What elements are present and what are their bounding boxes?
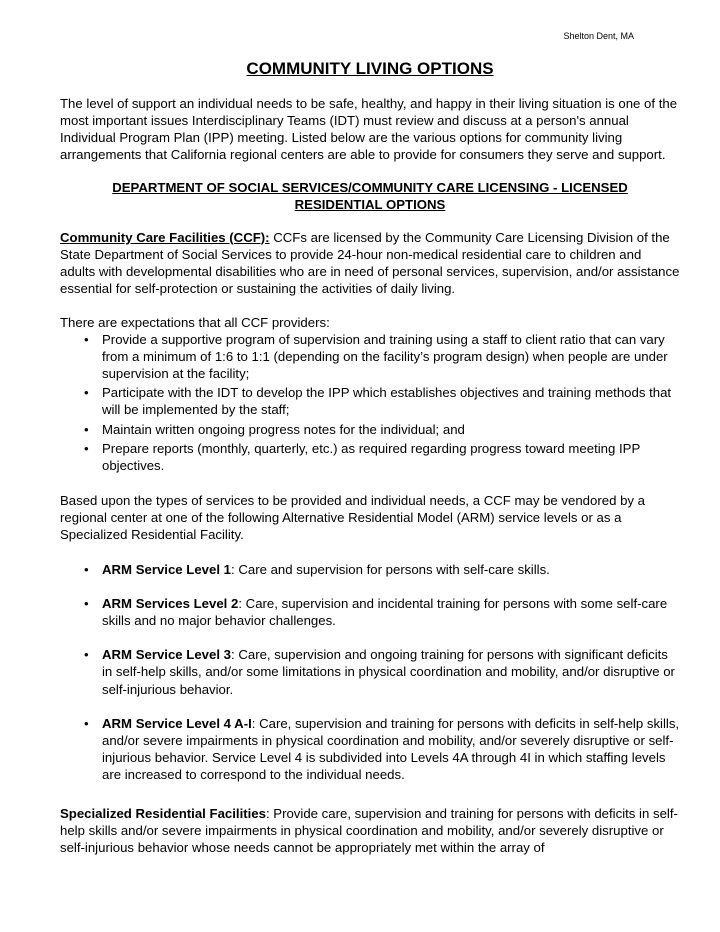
bullet-icon: • <box>84 385 89 401</box>
bullet-icon: • <box>84 596 89 612</box>
arm-level-label: ARM Service Level 1 <box>102 562 232 578</box>
bullet-icon: • <box>84 562 89 578</box>
ccf-text: CCFs are licensed by the Community Care Licensing Division of the State Department of Social Services to provide 24-hour non-medical residential care to children and adults with developmental disabilities who are in need of personal services, supervision, and/or assistance essential for self-protection or sustaining the activities of daily living. <box>60 229 680 296</box>
arm-level-item <box>60 715 680 783</box>
list-item-text: Prepare reports (monthly, quarterly, etc.) as required regarding progress toward meeting IPP objectives. <box>102 440 641 473</box>
arm-level-label: ARM Service Level 4 A-I <box>102 715 252 731</box>
bullet-icon: • <box>84 332 89 348</box>
bullet-icon: • <box>84 715 89 731</box>
arm-level-text: : Care, supervision and incidental training for persons with some self-care skills and no major behavior challenges. <box>102 596 668 629</box>
arm-level-item <box>60 595 680 629</box>
arm-level-text: : Care, supervision and training for persons with deficits in self-help skills, and/or severe impairments in physical coordination and mobility, and/or severely disruptive or self-injurious behavior. Service Level 4 is subdivided into Levels 4A through 4I in which staffing levels are increased to correspond to the individual needs. <box>102 715 680 782</box>
ccf-term: Community Care Facilities (CCF): <box>60 229 270 245</box>
arm-level-text: : Care, supervision and ongoing training for persons with significant deficits in self-help skills, and/or some limitations in physical coordination and mobility, and/or disruptive or self-injurious behavior. <box>102 647 675 697</box>
arm-level-text: : Care and supervision for persons with self-care skills. <box>231 562 550 578</box>
section-heading: DEPARTMENT OF SOCIAL SERVICES/COMMUNITY CARE LICENSING - LICENSED RESIDENTIAL OPTIONS <box>112 180 628 213</box>
srf-text: : Provide care, supervision and training for persons with deficits in self-help skills and/or severe impairments in physical coordination and mobility, and/or severely disruptive or self-injurious behavior whose needs cannot be appropriately met within the array of <box>60 806 678 856</box>
page-title: COMMUNITY LIVING OPTIONS <box>246 59 494 78</box>
intro-paragraph: The level of support an individual needs to be safe, healthy, and happy in their living situation is one of the most important issues Interdisciplinary Teams (IDT) must review and discuss at a person's annual Individual Program Plan (IPP) meeting. Listed below are the various options for community living arrangements that California regional centers are able to provide for consumers they serve and support. <box>60 96 678 163</box>
srf-paragraph <box>60 805 680 856</box>
list-item <box>60 440 680 474</box>
arm-level-item <box>60 646 680 697</box>
ccf-paragraph <box>60 229 680 297</box>
author-header: Shelton Dent, MA <box>563 31 634 41</box>
list-item <box>60 384 680 418</box>
list-item-text: Provide a supportive program of supervision and training using a staff to client ratio that can vary from a minimum of 1:6 to 1:1 (depending on the facility’s program design) when people are under supervision at the facility; <box>102 332 668 382</box>
arm-levels-list <box>60 561 680 783</box>
srf-term: Specialized Residential Facilities <box>60 806 266 821</box>
expectations-lead: There are expectations that all CCF providers: <box>60 314 330 330</box>
bullet-icon: • <box>84 440 89 456</box>
arm-intro-paragraph: Based upon the types of services to be provided and individual needs, a CCF may be vendored by a regional center at one of the following Alternative Residential Model (ARM) service levels or as a Specialized Residential Facility. <box>60 492 646 542</box>
list-item-text: Participate with the IDT to develop the IPP which establishes objectives and training methods that will be implemented by the staff; <box>102 385 672 418</box>
arm-level-label: ARM Services Level 2 <box>102 596 239 612</box>
list-item-text: Maintain written ongoing progress notes for the individual; and <box>102 421 465 437</box>
list-item <box>60 421 680 438</box>
list-item <box>60 331 680 382</box>
document-body <box>60 58 680 856</box>
arm-level-item <box>60 561 680 578</box>
bullet-icon: • <box>84 421 89 437</box>
arm-level-label: ARM Service Level 3 <box>102 647 232 663</box>
bullet-icon: • <box>84 647 89 663</box>
expectations-list <box>60 331 680 474</box>
